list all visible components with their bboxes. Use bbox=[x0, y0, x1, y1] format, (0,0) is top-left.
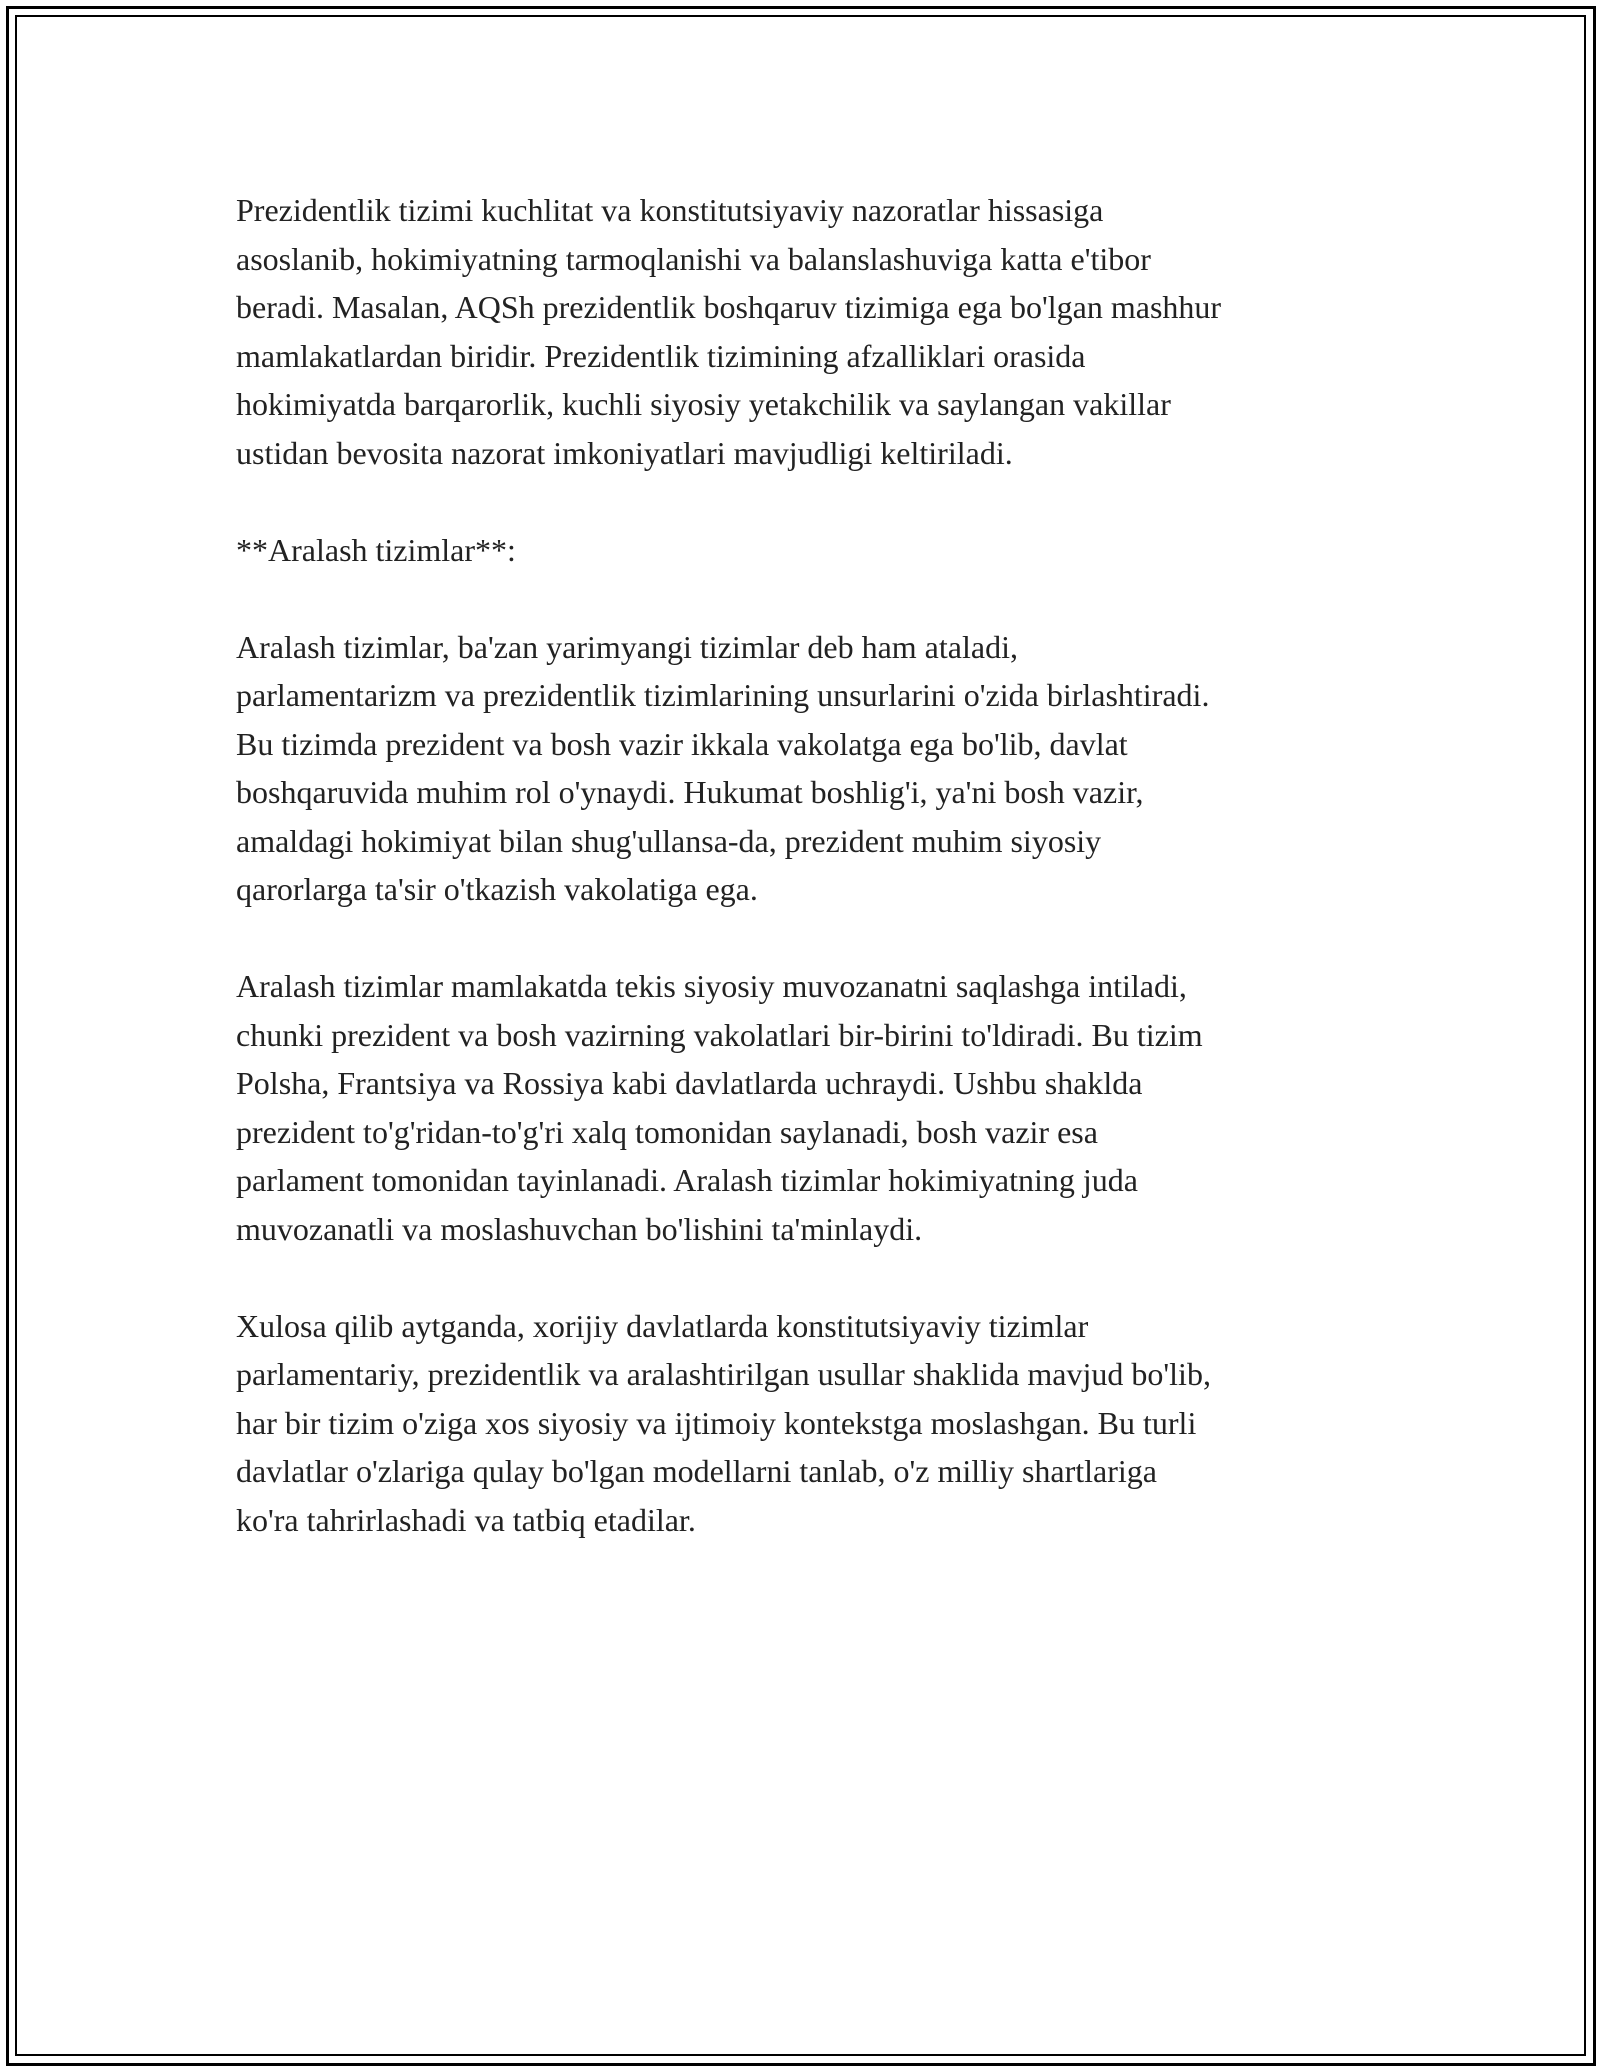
heading-text: **Aralash tizimlar**: bbox=[236, 531, 516, 568]
text-line: parlamentariy, prezidentlik va aralashtirilgan usullar shaklida mavjud bo'lib, bbox=[236, 1356, 1211, 1392]
text-line: Aralash tizimlar, ba'zan yarimyangi tizimlar deb ham ataladi, bbox=[236, 628, 1018, 665]
text-line: beradi. Masalan, AQSh prezidentlik boshqaruv tizimiga ega bo'lgan mashhur bbox=[236, 289, 1222, 325]
text-line: Aralash tizimlar mamlakatda tekis siyosiy muvozanatni saqlashga intiladi, bbox=[236, 968, 1187, 1004]
text-line: Bu tizimda prezident va bosh vazir ikkala vakolatga ega bo'lib, davlat bbox=[236, 725, 1128, 762]
text-line: amaldagi hokimiyat bilan shug'ullansa-da, prezident muhim siyosiy bbox=[236, 822, 1102, 859]
text-line: Xulosa qilib aytganda, xorijiy davlatlarda konstitutsiyaviy tizimlar bbox=[236, 1307, 1089, 1344]
text-line: muvozanatli va moslashuvchan bo'lishini ta'minlaydi. bbox=[236, 1210, 923, 1247]
text-line: Prezidentlik tizimi kuchlitat va konstitutsiyaviy nazoratlar hissasiga bbox=[236, 192, 1104, 228]
paragraph-presidential-system bbox=[236, 186, 1376, 477]
text-line: parlamentarizm va prezidentlik tizimlarining unsurlarini o'zida birlashtiradi. bbox=[236, 677, 1210, 713]
text-line: parlament tomonidan tayinlanadi. Aralash tizimlar hokimiyatning juda bbox=[236, 1162, 1138, 1198]
text-line: hokimiyatda barqarorlik, kuchli siyosiy yetakchilik va saylangan vakillar bbox=[236, 386, 1171, 422]
text-line: chunki prezident va bosh vazirning vakolatlari bir-birini to'ldiradi. Bu tizim bbox=[236, 1016, 1203, 1053]
section-heading bbox=[236, 526, 1376, 575]
document-body bbox=[236, 186, 1376, 1593]
text-line: davlatlar o'zlariga qulay bo'lgan modellarni tanlab, o'z milliy shartlariga bbox=[236, 1453, 1157, 1489]
text-line: Polsha, Frantsiya va Rossiya kabi davlatlarda uchraydi. Ushbu shaklda bbox=[236, 1065, 1143, 1101]
paragraph-conclusion bbox=[236, 1302, 1376, 1545]
text-line: asoslanib, hokimiyatning tarmoqlanishi va balanslashuviga katta e'tibor bbox=[236, 240, 1151, 277]
paragraph-mixed-systems-intro bbox=[236, 623, 1376, 914]
text-line: boshqaruvida muhim rol o'ynaydi. Hukumat boshlig'i, ya'ni bosh vazir, bbox=[236, 774, 1144, 810]
paragraph-mixed-systems-balance bbox=[236, 962, 1376, 1253]
text-line: prezident to'g'ridan-to'g'ri xalq tomonidan saylanadi, bosh vazir esa bbox=[236, 1113, 1098, 1150]
text-line: ko'ra tahrirlashadi va tatbiq etadilar. bbox=[236, 1501, 696, 1538]
text-line: qarorlarga ta'sir o'tkazish vakolatiga ega. bbox=[236, 871, 758, 907]
text-line: ustidan bevosita nazorat imkoniyatlari mavjudligi keltiriladi. bbox=[236, 434, 1013, 471]
text-line: har bir tizim o'ziga xos siyosiy va ijtimoiy kontekstga moslashgan. Bu turli bbox=[236, 1404, 1197, 1441]
text-line: mamlakatlardan biridir. Prezidentlik tizimining afzalliklari orasida bbox=[236, 337, 1086, 374]
